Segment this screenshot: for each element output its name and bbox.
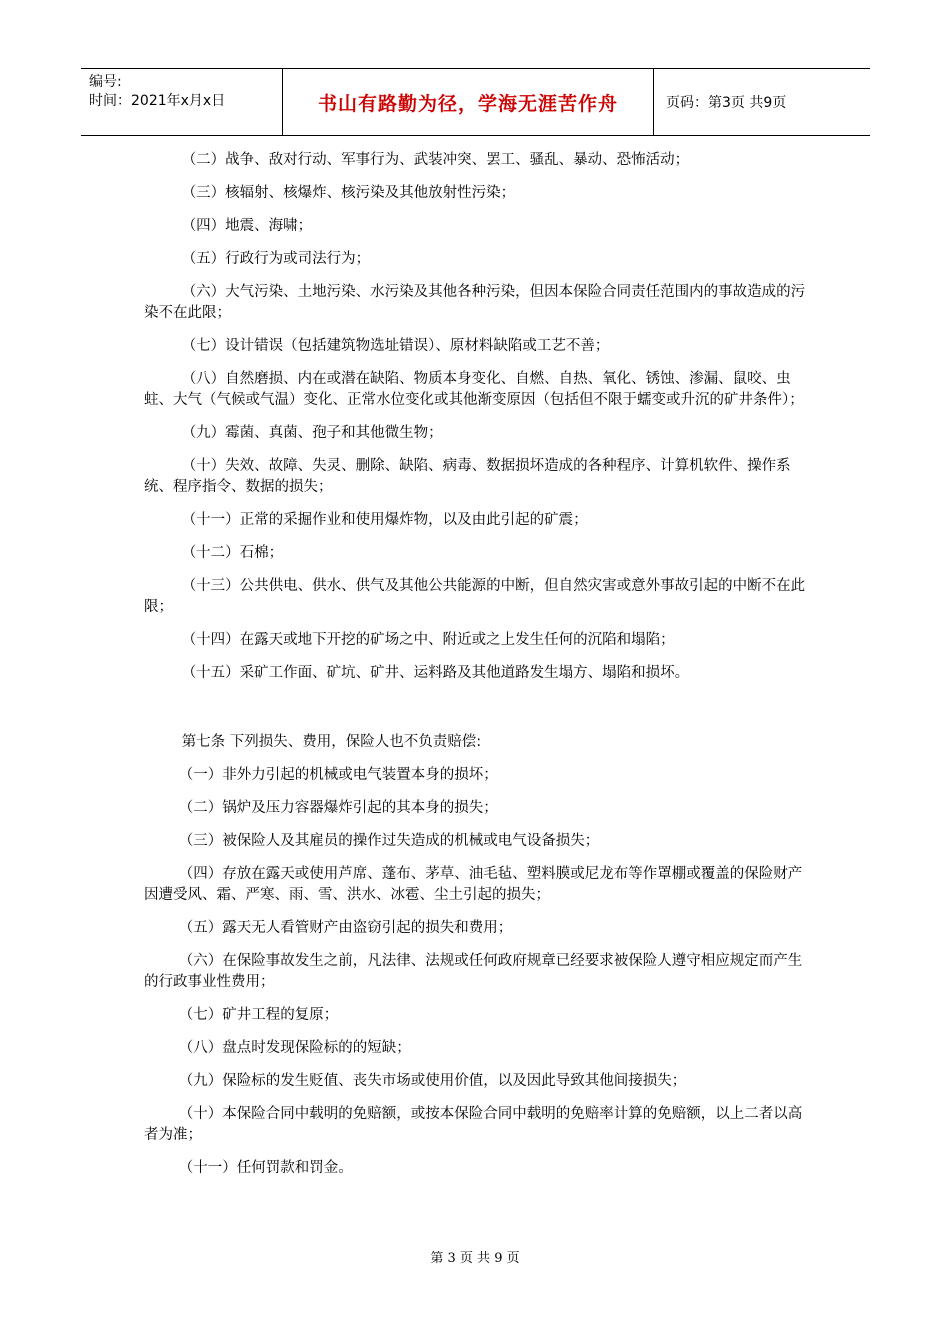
doc-number-label: 编号: <box>89 74 122 90</box>
clause-item: （九）霉菌、真菌、孢子和其他微生物； <box>181 425 443 441</box>
clause-item: （四）存放在露天或使用芦席、蓬布、茅草、油毛毡、塑料膜或尼龙布等作罩棚或覆盖的保险财产因遭受风、霜、严寒、雨、雪、洪水、冰雹、尘土引起的损失； <box>144 866 803 903</box>
document-body <box>144 150 816 1191</box>
slogan: 书山有路勤为径，学海无涯苦作舟 <box>317 92 618 115</box>
header-page-info-cell <box>654 69 870 135</box>
clause-item: （十）失效、故障、失灵、删除、缺陷、病毒、数据损坏造成的各种程序、计算机软件、操作系统、程序指令、数据的损失； <box>144 458 791 495</box>
clause-item: （十一）正常的采掘作业和使用爆炸物，以及由此引起的矿震； <box>181 512 588 528</box>
clause-item: （十五）采矿工作面、矿坑、矿井、运料路及其他道路发生塌方、塌陷和损坏。 <box>181 665 690 681</box>
clause-item: （十三）公共供电、供水、供气及其他公共能源的中断，但自然灾害或意外事故引起的中断不在此限； <box>144 578 806 615</box>
page-info: 页码：第3页 共9页 <box>666 95 787 111</box>
clause-item: （七）设计错误（包括建筑物选址错误）、原材料缺陷或工艺不善； <box>181 338 610 354</box>
clause-item: （十一）任何罚款和罚金。 <box>178 1160 353 1176</box>
header-meta <box>81 69 283 135</box>
clause-item: （二）锅炉及压力容器爆炸引起的其本身的损失； <box>178 800 498 816</box>
clause-item: （六）大气污染、土地污染、水污染及其他各种污染，但因本保险合同责任范围内的事故造成的污染不在此限； <box>144 284 806 321</box>
clause-item: （五）行政行为或司法行为； <box>181 251 371 267</box>
page-footer: 第 3 页 共 9 页 <box>430 1251 520 1266</box>
clause-item: （十二）石棉； <box>181 545 284 561</box>
clause-item: （八）自然磨损、内在或潜在缺陷、物质本身变化、自燃、自热、氧化、锈蚀、渗漏、鼠咬、虫蛀、大气（气候或气温）变化、正常水位变化或其他渐变原因（包括但不限于蠕变或升沉的矿井条件）； <box>144 371 804 408</box>
clause-item: （十四）在露天或地下开挖的矿场之中、附近或之上发生任何的沉陷和塌陷； <box>181 632 675 648</box>
article-heading: 第七条 下列损失、费用，保险人也不负责赔偿: <box>181 734 482 750</box>
clause-item: （一）非外力引起的机械或电气装置本身的损坏； <box>178 767 498 783</box>
header-slogan-cell <box>283 69 654 135</box>
date-line: 时间：2021年x月x日 <box>89 93 226 109</box>
page-header <box>81 68 870 136</box>
clause-item: （九）保险标的发生贬值、丧失市场或使用价值，以及因此导致其他间接损失； <box>178 1073 687 1089</box>
clause-item: （六）在保险事故发生之前，凡法律、法规或任何政府规章已经要求被保险人遵守相应规定而产生的行政事业性费用； <box>144 953 803 990</box>
clause-item: （七）矿井工程的复原； <box>178 1007 339 1023</box>
clause-item: （四）地震、海啸； <box>181 218 313 234</box>
clause-item: （八）盘点时发现保险标的的短缺； <box>178 1040 411 1056</box>
section-spacer <box>144 696 816 732</box>
clause-item: （三）被保险人及其雇员的操作过失造成的机械或电气设备损失； <box>178 833 600 849</box>
clause-item: （二）战争、敌对行动、军事行为、武装冲突、罢工、骚乱、暴动、恐怖活动； <box>181 152 690 168</box>
clause-item: （十）本保险合同中载明的免赔额，或按本保险合同中载明的免赔率计算的免赔额，以上二者以高者为准； <box>144 1106 803 1143</box>
clause-item: （五）露天无人看管财产由盗窃引起的损失和费用； <box>178 920 513 936</box>
clause-item: （三）核辐射、核爆炸、核污染及其他放射性污染； <box>181 185 516 201</box>
